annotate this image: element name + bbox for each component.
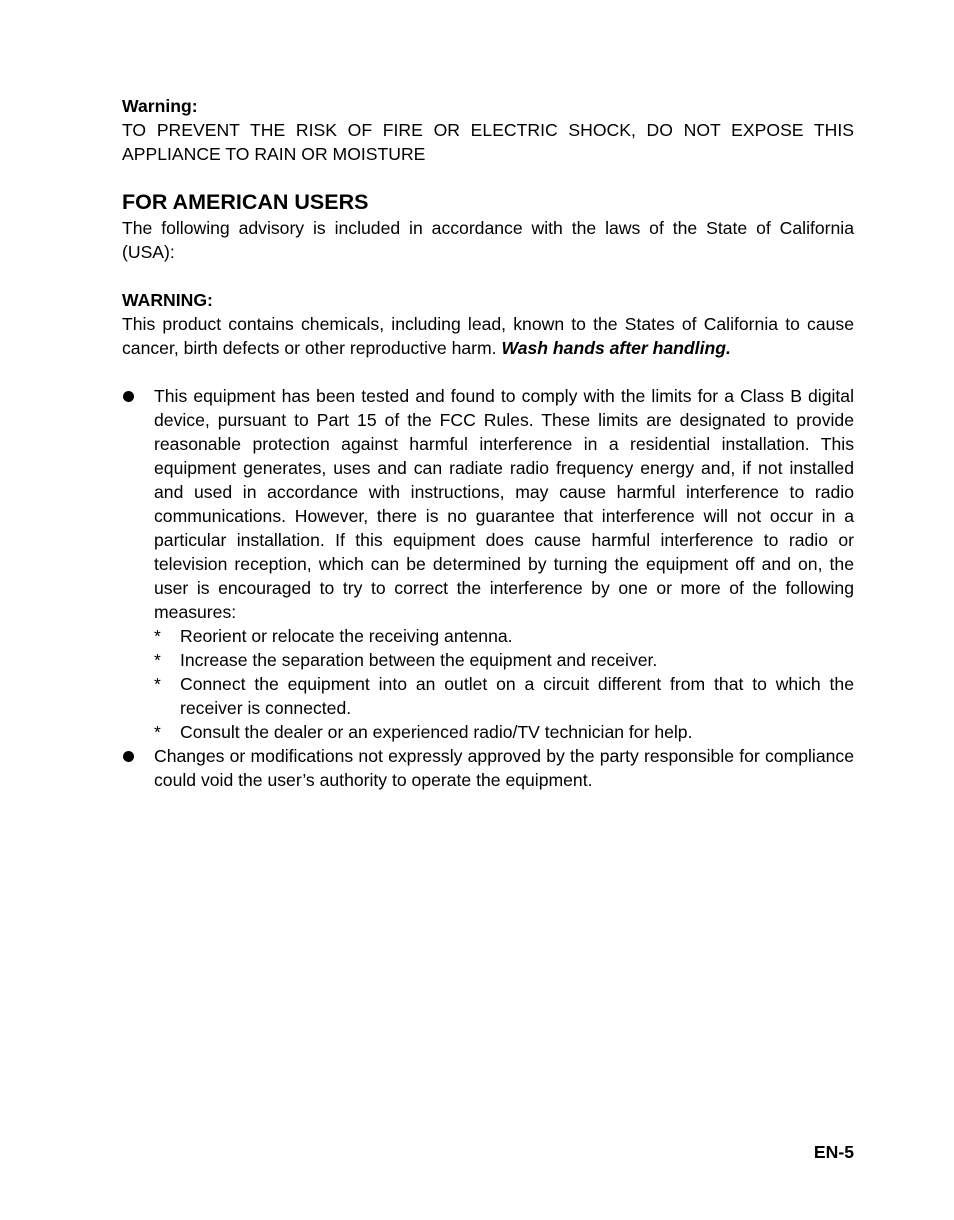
measure-text: Reorient or relocate the receiving antenna. [180,626,513,646]
modifications-text: Changes or modifications not expressly approved by the party responsible for compliance could void the user’s authority to operate the equipment. [154,746,854,790]
fcc-bullet-modifications [122,744,854,792]
bullet-dot-icon [123,751,134,762]
measure-text: Increase the separation between the equipment and receiver. [180,650,658,670]
document-page [122,94,854,792]
fcc-measures-list [154,624,854,744]
warning-text: TO PREVENT THE RISK OF FIRE OR ELECTRIC SHOCK, DO NOT EXPOSE THIS APPLIANCE TO RAIN OR MOISTURE [122,120,854,164]
measure-item [154,648,854,672]
measure-text: Consult the dealer or an experienced radio/TV technician for help. [180,722,693,742]
asterisk-marker: * [154,674,161,694]
california-warning-body: This product contains chemicals, including lead, known to the States of California to cause cancer, birth defects or other reproductive harm. [122,314,854,358]
california-warning-label: WARNING: [122,290,213,310]
spacer [122,360,854,384]
bullet-dot-icon [123,391,134,402]
asterisk-marker: * [154,650,161,670]
fcc-bullet-list [122,384,854,792]
advisory-text: The following advisory is included in accordance with the laws of the State of California (USA): [122,218,854,262]
california-warning-text [122,312,854,360]
fcc-bullet-compliance [122,384,854,744]
asterisk-marker: * [154,722,161,742]
measure-item [154,672,854,720]
page-number: EN-5 [813,1142,854,1162]
fcc-compliance-text: This equipment has been tested and found to comply with the limits for a Class B digital device, pursuant to Part 15 of the FCC Rules. These limits are designated to provide reasonable protection against harmful interference in a residential installation. This equipment generates, uses and can radiate radio frequency energy and, if not installed and used in accordance with instructions, may cause harmful interference to radio communications. However, there is no guarantee that interference will not occur in a particular installation. If this equipment does cause harmful interference to radio or television reception, which can be determined by turning the equipment off and on, the user is encouraged to try to correct the interference by one or more of the following measures: [154,386,854,622]
measure-item [154,720,854,744]
asterisk-marker: * [154,626,161,646]
warning-label: Warning: [122,96,198,116]
section-heading-american-users: FOR AMERICAN USERS [122,190,369,214]
spacer [122,264,854,288]
measure-item [154,624,854,648]
measure-text: Connect the equipment into an outlet on a circuit different from that to which the receiver is connected. [180,674,854,718]
wash-hands-emphasis: Wash hands after handling. [501,338,731,358]
